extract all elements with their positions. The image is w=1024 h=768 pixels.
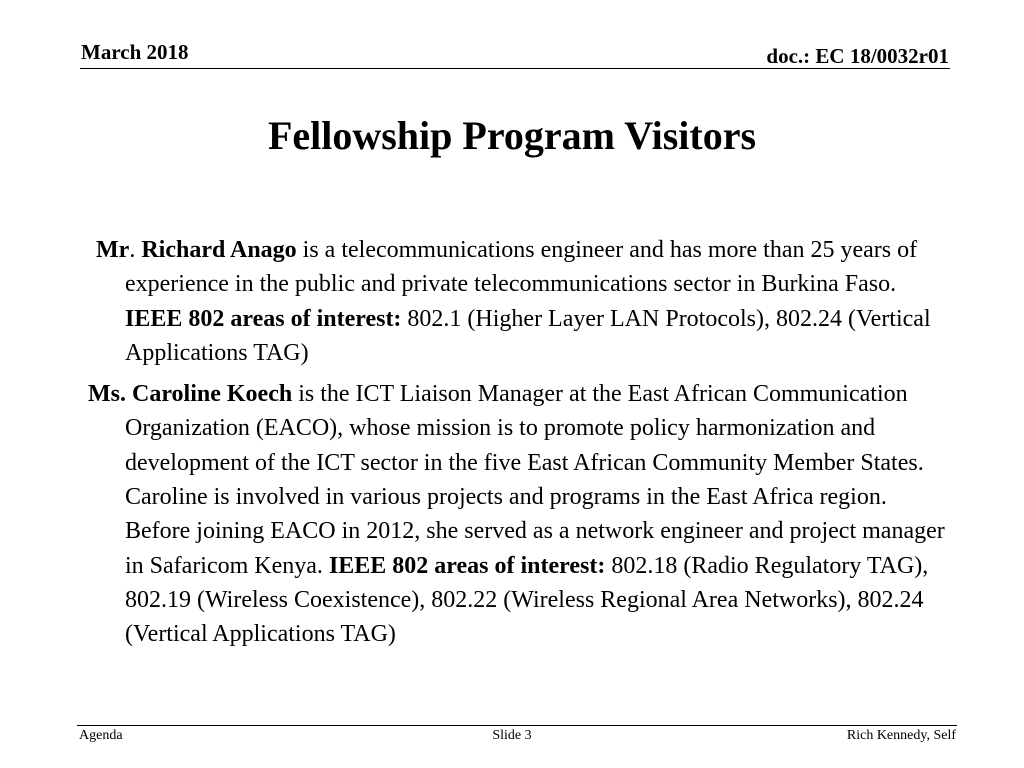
visitor-name: Richard Anago [141, 237, 297, 263]
footer-agenda: Agenda [79, 728, 123, 743]
visitor-bio: is the ICT Liaison Manager at the East African Communication Organization (EACO), whose mission is to promote policy harmonization and development of the ICT sector in the five East African Community Member States. Caroline is involved in various projects and programs in the East Africa region. Before joining EACO in 2012, she served as a network engineer and project manager in Safaricom Kenya. [125, 381, 945, 579]
footer-slide-number: Slide 3 [492, 728, 532, 743]
visitor-prefix: Mr [96, 237, 130, 263]
visitor-name: Ms. Caroline Koech [88, 381, 293, 408]
header-doc-id: doc.: EC 18/0032r01 [766, 44, 949, 68]
footer-divider [77, 725, 957, 726]
visitor-interests: 802.18 (Radio Regulatory TAG), 802.19 (Wireless Coexistence), 802.22 (Wireless Regional Area Networks), 802.24 (Vertical Applications TAG) [125, 552, 929, 648]
header-divider [80, 68, 950, 69]
footer-author: Rich Kennedy, Self [846, 728, 956, 743]
slide-title: Fellowship Program Visitors [267, 113, 757, 158]
visitor-paragraph-koech [88, 377, 948, 651]
visitor-paragraph-anago [88, 233, 948, 370]
visitor-bio: is a telecommunications engineer and has more than 25 years of experience in the public and private telecommunications sector in Burkina Faso. [125, 237, 918, 298]
interest-label: IEEE 802 areas of interest: [328, 552, 606, 579]
prefix-dot: . [129, 237, 136, 263]
interest-label: IEEE 802 areas of interest: [125, 305, 402, 332]
header-date: March 2018 [81, 40, 189, 64]
visitor-interests: 802.1 (Higher Layer LAN Protocols), 802.24 (Vertical Applications TAG) [125, 305, 931, 366]
slide-body [88, 233, 948, 652]
